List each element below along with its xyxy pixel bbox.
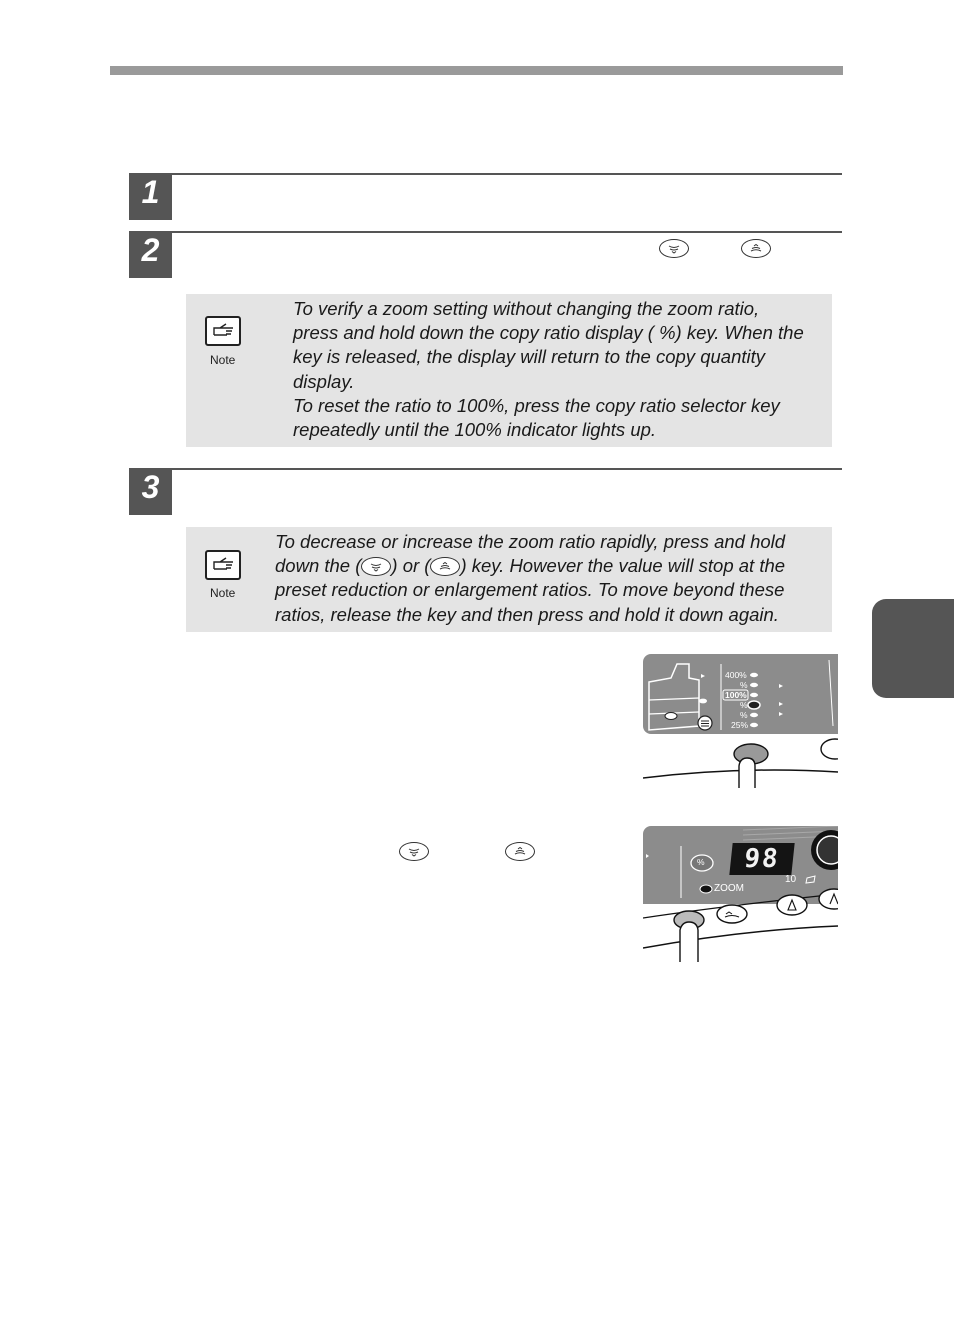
note-1-line: key is released, the display will return to the copy quantity xyxy=(293,346,765,368)
note-label-2: Note xyxy=(210,586,236,600)
note-2-line: preset reduction or enlargement ratios. To move beyond these xyxy=(275,579,785,601)
ratio-label: % xyxy=(740,700,748,710)
ratio-label: % xyxy=(740,710,748,720)
step-2-rule xyxy=(129,231,842,233)
note-2-line: To decrease or increase the zoom ratio rapidly, press and hold xyxy=(275,531,786,552)
ratio-label: 100% xyxy=(725,690,747,700)
note-1-line: repeatedly until the 100% indicator lights up. xyxy=(293,419,657,441)
note-label-1: Note xyxy=(210,353,236,367)
step-1-badge: 1 xyxy=(129,174,172,220)
note-hand-icon xyxy=(205,550,241,580)
note-1-text xyxy=(293,297,829,442)
zoom-decrease-key-icon xyxy=(659,239,689,258)
ratio-label: % xyxy=(740,680,748,690)
note-1-line: To verify a zoom setting without changing the zoom ratio, xyxy=(293,298,760,319)
note-hand-icon xyxy=(205,316,241,346)
step-2-badge: 2 xyxy=(129,232,172,278)
note-2-text xyxy=(275,530,831,627)
note-2-fragment: ) or ( xyxy=(391,555,431,577)
note-1-line: To reset the ratio to 100%, press the copy ratio selector key xyxy=(293,394,780,416)
note-1-line: press and hold down the copy ratio display ( %) key. When the xyxy=(293,322,804,344)
top-rule xyxy=(110,66,843,75)
quantity-label: 10 xyxy=(785,874,797,885)
step-1-rule xyxy=(129,173,842,175)
percent-key-label: % xyxy=(697,857,705,867)
chapter-side-tab xyxy=(872,599,954,698)
zoom-increase-key-icon xyxy=(430,557,460,576)
zoom-decrease-key-icon xyxy=(399,842,429,861)
zoom-decrease-key-icon xyxy=(361,557,391,576)
zoom-increase-key-icon xyxy=(741,239,771,258)
step-3-badge: 3 xyxy=(129,469,172,515)
note-2-fragment: ) key. However the value will stop at the xyxy=(460,555,786,577)
zoom-label: ZOOM xyxy=(714,883,744,894)
note-2-line: ratios, release the key and then press and hold it down again. xyxy=(275,603,779,625)
zoom-increase-key-icon xyxy=(505,842,535,861)
zoom-panel-illustration xyxy=(643,826,838,962)
copy-quantity-display: 98 xyxy=(729,843,794,875)
note-2-fragment: down the ( xyxy=(275,555,362,577)
note-1-line: display. xyxy=(293,370,355,392)
note-2-line xyxy=(275,554,831,578)
ratio-label: 25% xyxy=(731,720,749,730)
step-3-rule xyxy=(129,468,842,470)
copy-ratio-panel-illustration xyxy=(643,654,838,790)
ratio-label: 400% xyxy=(725,670,747,680)
